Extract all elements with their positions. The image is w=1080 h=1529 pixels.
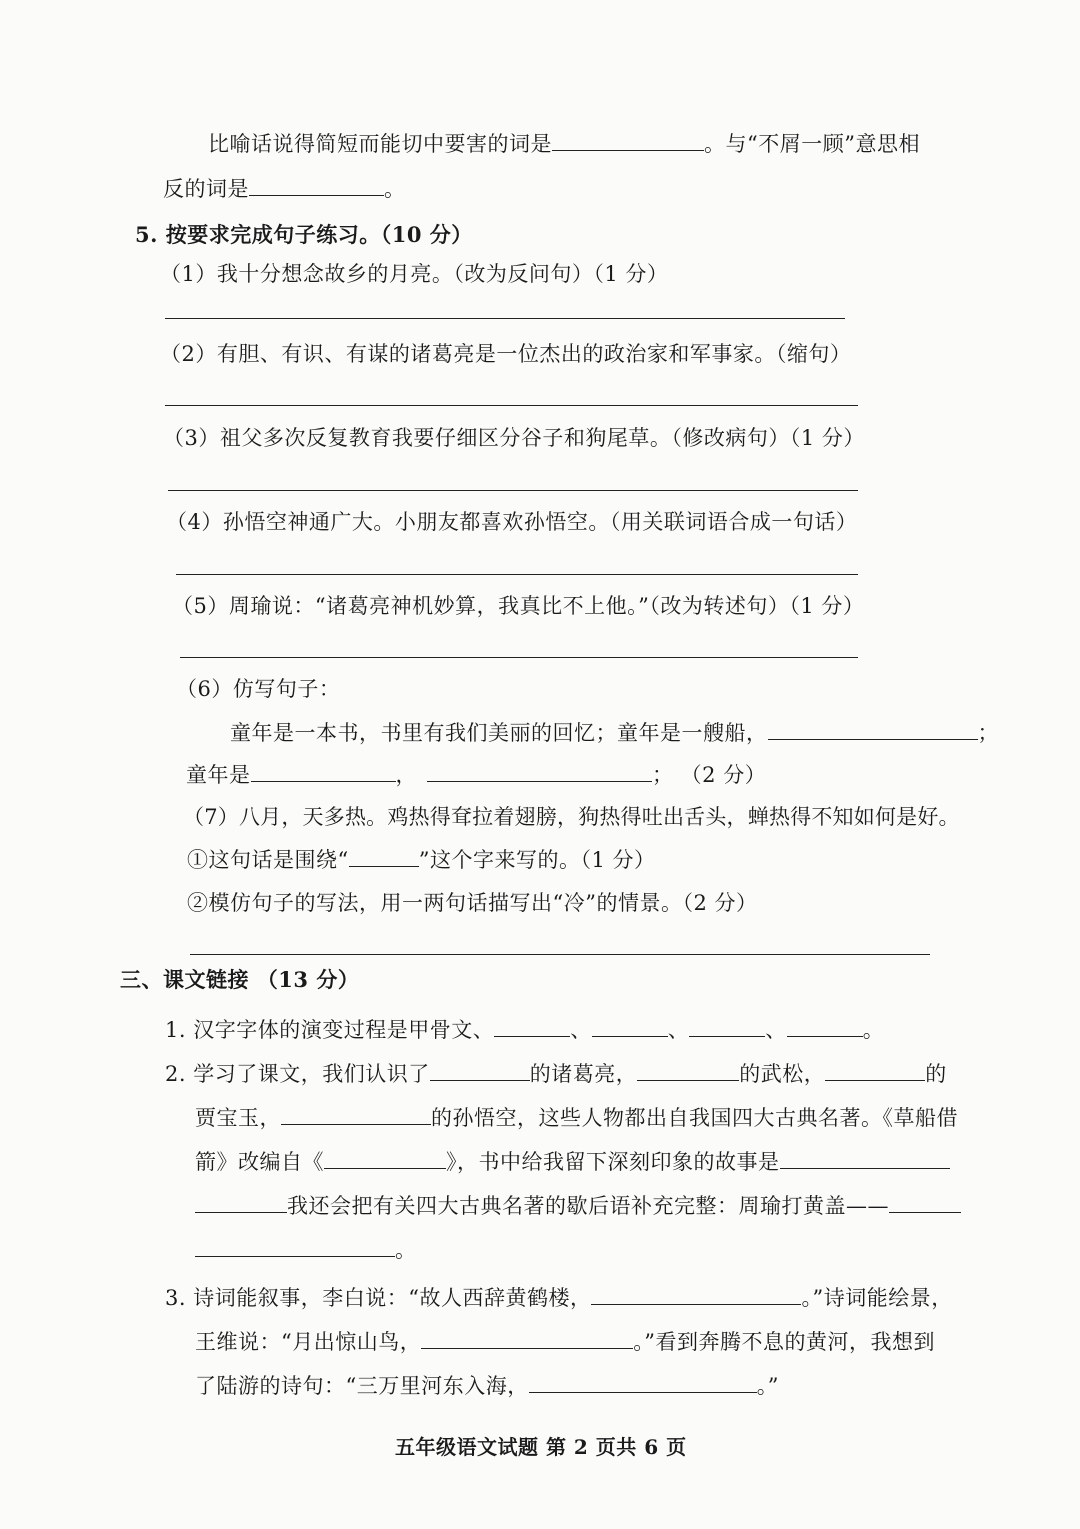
q5-s3: （3）祖父多次反复教育我要仔细区分谷子和狗尾草。（修改病句）（1 分）: [163, 426, 865, 450]
q5-s7: （7）八月，天多热。鸡热得耷拉着翅膀，狗热得吐出舌头，蝉热得不知如何是好。: [183, 805, 960, 829]
answer-line-s4[interactable]: [176, 574, 858, 575]
blank-idiom-1[interactable]: [552, 130, 704, 151]
blank-imitate-1[interactable]: [768, 719, 978, 740]
s3-q2-line5: 。: [195, 1236, 417, 1264]
q5-s1: （1）我十分想念故乡的月亮。（改为反问句）（1 分）: [160, 262, 669, 286]
s3-q2-line2: 贾宝玉， 的孙悟空，这些人物都出自我国四大古典名著。《草船借: [195, 1106, 958, 1130]
blank-imitate-2[interactable]: [251, 761, 396, 782]
s3-q3-line2: 王维说：“月出惊山鸟， 。”看到奔腾不息的黄河，我想到: [195, 1330, 935, 1354]
q5-s7-q1: ①这句话是围绕“ ”这个字来写的。（1 分）: [187, 848, 656, 872]
q5-s7-q2: ②模仿句子的写法，用一两句话描写出“冷”的情景。（2 分）: [187, 891, 758, 915]
s3-q2-line4: 我还会把有关四大古典名著的歇后语补充完整：周瑜打黄盖——: [195, 1192, 961, 1220]
blank-antonym[interactable]: [249, 175, 384, 196]
blank-script-2[interactable]: [592, 1016, 668, 1037]
blank-xiehouyu-cont[interactable]: [195, 1236, 395, 1257]
blank-wukong[interactable]: [281, 1104, 431, 1125]
blank-script-4[interactable]: [787, 1016, 863, 1037]
blank-baoyu[interactable]: [825, 1060, 925, 1081]
answer-line-s2[interactable]: [165, 405, 858, 406]
blank-key-char[interactable]: [349, 846, 419, 867]
s3-q1: 1. 汉字字体的演变过程是甲骨文、 、 、 、 。: [165, 1018, 885, 1042]
blank-book-title[interactable]: [324, 1148, 446, 1169]
q4-line1: 比喻话说得简短而能切中要害的词是 。与“不屑一顾”意思相: [208, 132, 920, 156]
s3-q2-line1: 2. 学习了课文，我们认识了 的诸葛亮， 的武松， 的: [165, 1062, 947, 1086]
blank-luyou[interactable]: [529, 1372, 757, 1393]
s3-q2-line3: 箭》改编自《 》，书中给我留下深刻印象的故事是: [195, 1148, 950, 1176]
blank-wangwei[interactable]: [421, 1328, 633, 1349]
q5-s6-line1: 童年是一本书，书里有我们美丽的回忆；童年是一艘船， ；: [230, 721, 999, 745]
blank-script-3[interactable]: [689, 1016, 765, 1037]
blank-imitate-3[interactable]: [427, 761, 652, 782]
answer-line-s5[interactable]: [180, 657, 858, 658]
q5-s2: （2）有胆、有识、有谋的诸葛亮是一位杰出的政治家和军事家。（缩句）: [160, 342, 852, 366]
blank-xiehouyu[interactable]: [889, 1192, 961, 1213]
section3-heading: 三、课文链接 （13 分）: [120, 967, 360, 992]
blank-script-1[interactable]: [494, 1016, 570, 1037]
q5-s6-title: （6）仿写句子：: [176, 677, 341, 701]
s3-q3-line3: 了陆游的诗句：“三万里河东入海， 。”: [195, 1374, 779, 1398]
q5-s5: （5）周瑜说：“诸葛亮神机妙算，我真比不上他。”（改为转述句）（1 分）: [172, 594, 865, 618]
answer-line-s1[interactable]: [165, 318, 845, 319]
q5-s4: （4）孙悟空神通广大。小朋友都喜欢孙悟空。（用关联词语合成一句话）: [166, 510, 858, 534]
q5-s6-line2: 童年是 ， ； （2 分）: [186, 763, 767, 787]
blank-zhuge[interactable]: [430, 1060, 530, 1081]
s3-q3-line1: 3. 诗词能叙事，李白说：“故人西辞黄鹤楼， 。”诗词能绘景，: [165, 1286, 953, 1310]
blank-story[interactable]: [780, 1148, 950, 1169]
blank-story-cont[interactable]: [195, 1192, 287, 1213]
q5-heading: 5. 按要求完成句子练习。（10 分）: [135, 222, 473, 247]
blank-libai[interactable]: [591, 1284, 801, 1305]
answer-line-s3[interactable]: [168, 490, 858, 491]
q4-line2: 反的词是 。: [163, 177, 406, 201]
answer-line-s7[interactable]: [190, 954, 930, 955]
blank-wusong[interactable]: [637, 1060, 739, 1081]
page-footer: 五年级语文试题 第 2 页共 6 页: [395, 1435, 687, 1459]
